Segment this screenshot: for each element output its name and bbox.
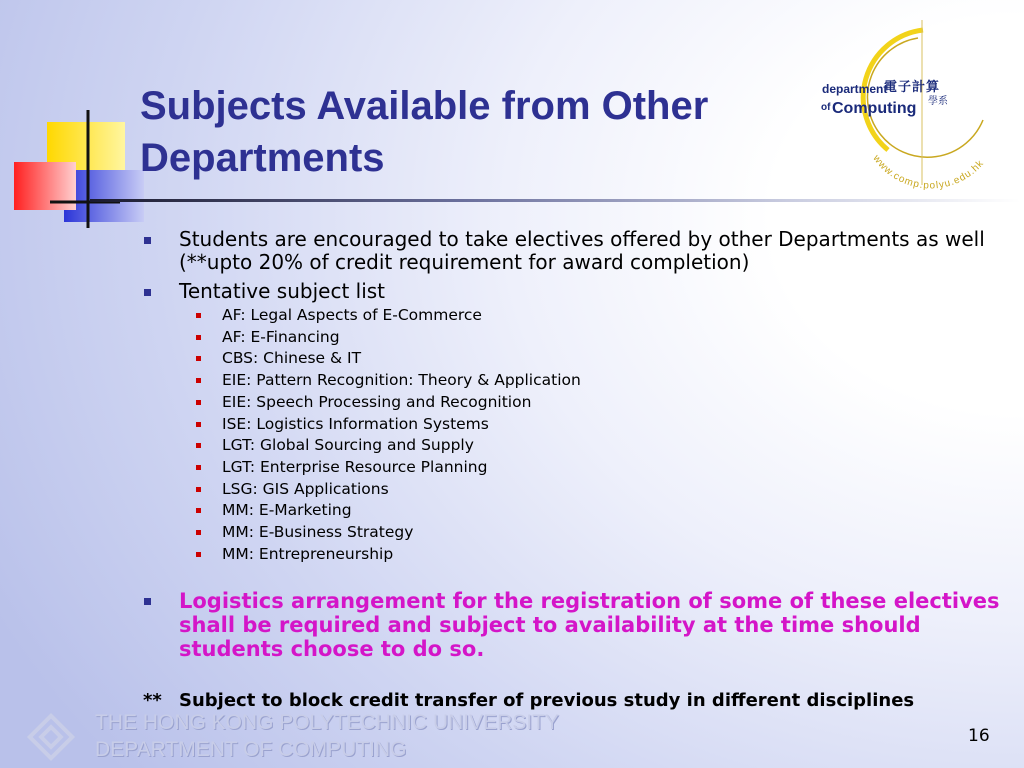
square-bullet-icon [196,335,201,340]
subject-item [140,392,1010,414]
subject-text: ISE: Logistics Information Systems [222,414,489,433]
subject-item [140,500,1010,522]
department-logo [818,20,998,190]
subject-item [140,327,1010,349]
subject-item [140,457,1010,479]
subject-item [140,522,1010,544]
square-bullet-icon [196,378,201,383]
footer-department: DEPARTMENT OF COMPUTING [95,738,407,761]
subject-text: MM: E-Business Strategy [222,523,414,542]
logo-chinese-sub-text: 學系 [928,96,948,107]
subject-text: LGT: Enterprise Resource Planning [222,457,488,476]
subject-item [140,435,1010,457]
subject-text: LSG: GIS Applications [222,479,389,498]
logo-url-arc [818,20,998,190]
square-bullet-icon [144,598,151,605]
footer-watermark [95,709,559,763]
subject-item [140,348,1010,370]
logo-department-text: department [822,82,888,96]
title-line-2: Departments [140,136,385,180]
square-bullet-icon [196,443,201,448]
subject-text: EIE: Speech Processing and Recognition [222,392,532,411]
bullet-text: Students are encouraged to take electives offered by other Departments as well (**upto 20% of credit requirement for award completion) [179,227,985,274]
logo-of-text: of [821,102,831,113]
logo-computing-text: Computing [832,100,917,117]
square-bullet-icon [196,508,201,513]
polyu-emblem-icon [20,706,82,768]
square-bullet-icon [196,400,201,405]
title-underline [90,199,1020,202]
footer-university: THE HONG KONG POLYTECHNIC UNIVERSITY [95,711,559,734]
square-bullet-icon [196,552,201,557]
square-bullet-icon [196,313,201,318]
square-bullet-icon [144,237,151,244]
subject-text: AF: E-Financing [222,327,340,346]
subject-text: LGT: Global Sourcing and Supply [222,436,474,455]
footnote [143,690,914,711]
square-bullet-icon [196,422,201,427]
bullet-item [140,280,1010,303]
highlight-text: Logistics arrangement for the registration of some of these electives shall be required and subject to availability at the time should students choose to do so. [179,589,1000,662]
square-bullet-icon [196,465,201,470]
title-line-1: Subjects Available from Other [140,84,709,128]
subject-text: CBS: Chinese & IT [222,349,362,368]
subject-item [140,305,1010,327]
slide-title [140,80,840,184]
page-number: 16 [968,726,990,746]
decorative-squares [10,108,150,230]
subject-text: MM: E-Marketing [222,501,352,520]
bullet-text: Tentative subject list [179,279,386,303]
logo-chinese-text: 電子計算 [884,80,941,95]
subject-text: EIE: Pattern Recognition: Theory & Application [222,371,581,390]
subject-item [140,414,1010,436]
footnote-marker: ** [143,690,162,711]
subject-item [140,479,1010,501]
square-bullet-icon [196,530,201,535]
footnote-text: Subject to block credit transfer of previous study in different disciplines [179,690,915,711]
subject-item [140,370,1010,392]
square-bullet-icon [196,356,201,361]
subject-item [140,544,1010,566]
slide-content [140,228,1010,667]
square-bullet-icon [144,289,151,296]
square-bullet-icon [196,487,201,492]
subject-text: AF: Legal Aspects of E-Commerce [222,306,482,324]
bullet-item [140,228,1010,274]
highlight-bullet-item [140,589,1010,661]
svg-text:www.comp.polyu.edu.hk [870,152,987,190]
logo-url-text: www.comp.polyu.edu.hk [870,153,987,190]
subject-text: MM: Entrepreneurship [222,544,394,563]
